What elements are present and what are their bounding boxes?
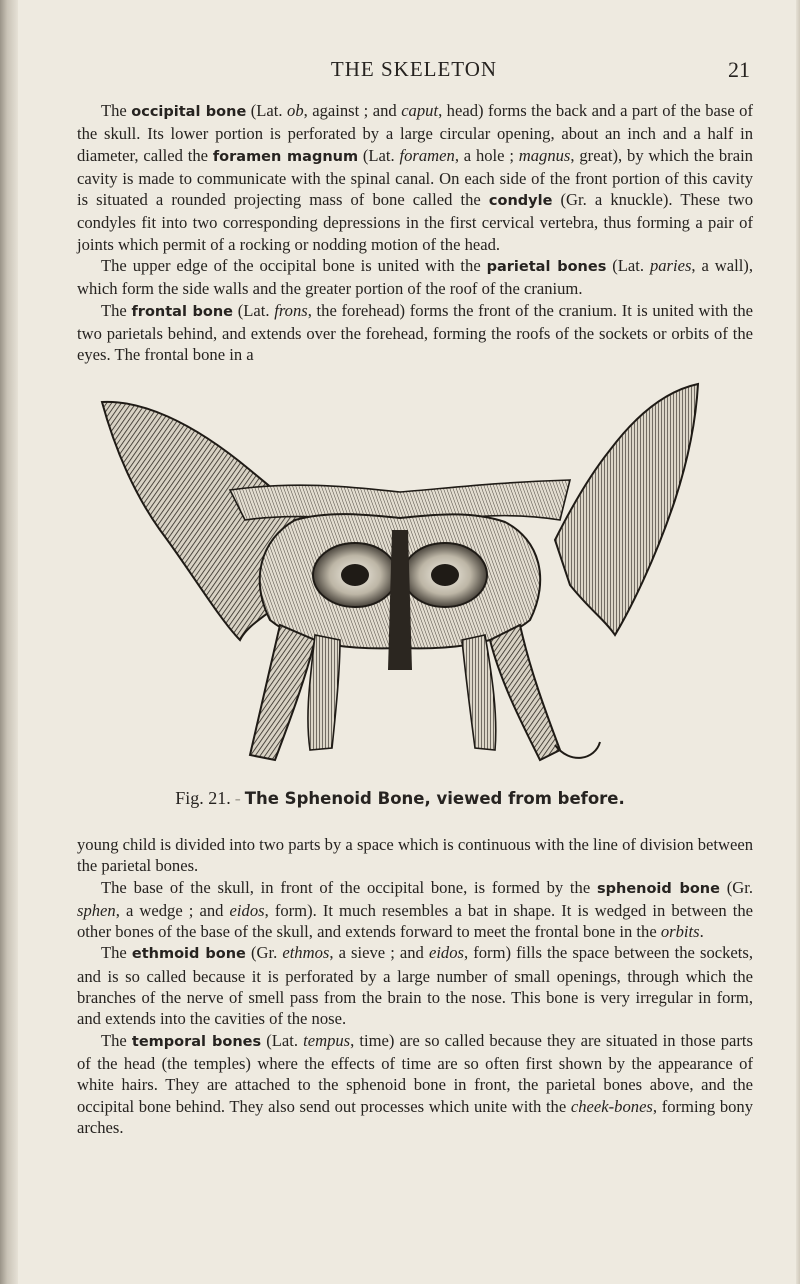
latin-term: ob xyxy=(287,101,304,120)
page-header xyxy=(78,57,750,87)
page-edge xyxy=(796,0,800,1284)
latin-term: foramen xyxy=(399,145,455,165)
latin-term: caput xyxy=(401,101,439,120)
greek-term: eidos xyxy=(229,900,265,920)
term-sphenoid-bone: sphenoid bone xyxy=(596,880,720,897)
paragraph-parietal: The upper edge of the occipital bone is united with the parietal bones (Lat. paries, a wall), which form the side walls and the greater portion of the roof of the cranium. xyxy=(77,256,753,299)
figure-title: The Sphenoid Bone, viewed from before. xyxy=(244,789,625,808)
term-ethmoid-bone: ethmoid bone xyxy=(131,946,246,963)
text-block-top xyxy=(77,100,753,366)
sphenoid-bone-illustration xyxy=(100,370,700,770)
latin-term: magnus xyxy=(518,145,571,165)
paragraph-occipital: The occipital bone (Lat. ob, against ; and caput, head) forms the back and a part of the base of the skull. Its lower portion is perforated by a large circular opening, about an inch and a half in diameter, called the foramen magnum (Lat. foramen, a hole ; magnus, great), by which the brain cavity is made to communicate with the spinal canal. On each side of the front portion of this cavity is situated a rounded projecting mass of bone called the condyle (Gr. a knuckle). These two condyles fit into two corresponding depressions in the first cervical vertebra, thus forming a pair of joints which permit of a rocking or nodding motion of the head. xyxy=(77,101,753,254)
italic-term: cheek-bones xyxy=(570,1096,653,1116)
caption-dash: - xyxy=(234,788,241,808)
latin-term: frons xyxy=(274,300,308,320)
figure-number: Fig. 21. xyxy=(175,788,231,808)
italic-term: orbits xyxy=(660,922,700,942)
figure-caption xyxy=(0,788,800,809)
greek-term: sphen xyxy=(77,900,116,920)
latin-term: paries xyxy=(649,256,692,276)
term-temporal-bones: temporal bones xyxy=(131,1033,262,1050)
greek-term: eidos xyxy=(428,943,464,963)
running-head: THE SKELETON xyxy=(330,57,498,81)
greek-term: ethmos xyxy=(282,943,330,963)
term-frontal-bone: frontal bone xyxy=(131,303,234,320)
book-spine-shadow xyxy=(0,0,18,1284)
term-occipital-bone: occipital bone xyxy=(131,104,247,120)
paragraph-frontal: The frontal bone (Lat. frons, the forehead) forms the front of the cranium. It is united with the two parietals behind, and extends over the forehead, forming the roofs of the sockets or orbits of the eyes. The frontal bone in a xyxy=(77,300,753,365)
paragraph-continuation: young child is divided into two parts by a space which is continuous with the line of division between the parietal bones. xyxy=(77,835,753,876)
text-block-bottom xyxy=(77,834,753,1138)
paragraph-ethmoid: The ethmoid bone (Gr. ethmos, a sieve ; and eidos, form) fills the space between the sockets, and is so called because it is perforated by a large number of small openings, through which the branches of the nerve of smell pass from the brain to the nose. This bone is very irregular in form, and extends into the cavities of the nose. xyxy=(77,943,753,1029)
page-number: 21 xyxy=(728,57,750,82)
term-parietal-bones: parietal bones xyxy=(486,259,607,276)
paragraph-temporal: The temporal bones (Lat. tempus, time) are so called because they are situated in those parts of the head (the temples) where the effects of time are so often first shown by the appearance of white hairs. They are attached to the sphenoid bone in front, the parietal bones above, and the occipital bone behind. They also send out processes which unite with the cheek-bones, forming bony arches. xyxy=(77,1030,754,1137)
paragraph-sphenoid: The base of the skull, in front of the occipital bone, is formed by the sphenoid bone (Gr. sphen, a wedge ; and eidos, form). It much resembles a bat in shape. It is wedged in between the other bones of the base of the skull, and extends forward to meet the frontal bone in the orbits. xyxy=(77,877,753,942)
term-condyle: condyle xyxy=(488,193,553,210)
latin-term: tempus xyxy=(303,1030,351,1050)
term-foramen-magnum: foramen magnum xyxy=(212,148,359,165)
